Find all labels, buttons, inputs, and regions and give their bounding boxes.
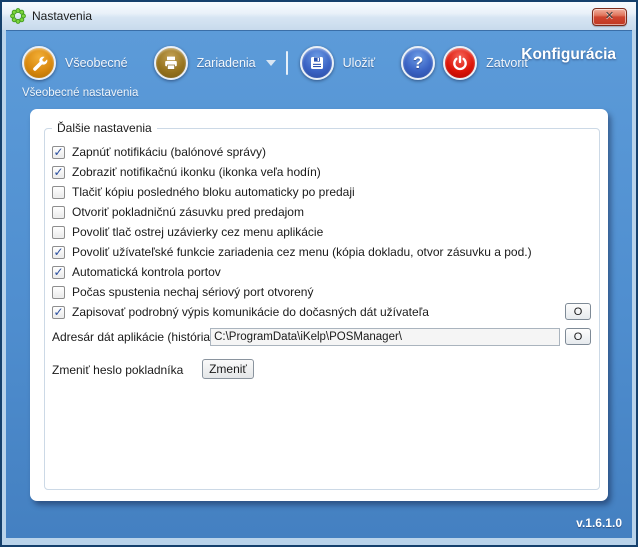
checkbox[interactable] [52, 186, 65, 199]
checkbox-label: Tlačiť kópiu posledného bloku automaticky po predaji [72, 185, 355, 199]
configuration-title: Konfigurácia [521, 46, 616, 63]
checkbox-row [50, 302, 594, 322]
checkbox-row [50, 242, 594, 262]
checkbox-row [50, 202, 594, 222]
breadcrumb: Všeobecné nastavenia [22, 87, 139, 99]
toolbar-separator [286, 51, 288, 75]
checkbox-rows [50, 142, 594, 383]
checkbox-row [50, 142, 594, 162]
toolbar [22, 43, 618, 83]
other-settings-group [44, 121, 600, 490]
open-log-button[interactable]: O [565, 303, 591, 320]
checkbox-row [50, 282, 594, 302]
window-close-button[interactable] [592, 8, 627, 26]
general-button-label: Všeobecné [65, 56, 128, 70]
change-password-button[interactable]: Zmeniť [202, 359, 254, 379]
general-button[interactable] [22, 46, 128, 80]
checkbox[interactable] [52, 146, 65, 159]
checkbox-label: Povoliť užívateľské funkcie zariadenia cez menu (kópia dokladu, otvor zásuvku a pod.) [72, 245, 532, 259]
app-data-path-row [50, 325, 594, 349]
open-folder-button[interactable]: O [565, 328, 591, 345]
version-label: v.1.6.1.0 [576, 516, 622, 530]
save-button[interactable] [300, 46, 375, 80]
app-icon [10, 8, 26, 24]
power-icon [443, 46, 477, 80]
checkbox-label: Otvoriť pokladničnú zásuvku pred predajom [72, 205, 304, 219]
save-button-label: Uložiť [342, 56, 376, 70]
wrench-icon [22, 46, 56, 80]
checkbox[interactable] [52, 286, 65, 299]
checkbox[interactable] [52, 226, 65, 239]
checkbox-label: Počas spustenia nechaj sériový port otvorený [72, 285, 314, 299]
checkbox-row [50, 182, 594, 202]
checkbox[interactable] [52, 246, 65, 259]
close-window-button-label: Zatvoriť [486, 56, 530, 70]
close-icon: ✕ [604, 10, 615, 22]
window-title: Nastavenia [32, 9, 93, 23]
checkbox-row [50, 262, 594, 282]
content-area [6, 30, 632, 538]
app-data-path-label: Adresár dát aplikácie (história [52, 330, 211, 344]
group-title: Ďalšie nastavenia [52, 121, 157, 135]
help-button[interactable] [401, 46, 435, 80]
devices-button-label: Zariadenia [196, 56, 256, 70]
checkbox[interactable] [52, 266, 65, 279]
help-button-glyph: ? [412, 53, 424, 72]
chevron-down-icon[interactable] [266, 60, 276, 66]
checkbox[interactable] [52, 166, 65, 179]
help-icon [401, 46, 435, 80]
checkbox-label: Zapisovať podrobný výpis komunikácie do dočasných dát užívateľa [72, 305, 429, 319]
titlebar[interactable] [2, 2, 636, 30]
checkbox[interactable] [52, 306, 65, 319]
checkbox[interactable] [52, 206, 65, 219]
printer-icon [154, 46, 188, 80]
checkbox-label: Povoliť tlač ostrej uzávierky cez menu aplikácie [72, 225, 324, 239]
checkbox-row [50, 162, 594, 182]
checkbox-row [50, 222, 594, 242]
settings-panel [30, 109, 608, 501]
change-password-row [50, 357, 594, 383]
close-window-button[interactable] [443, 46, 529, 80]
checkbox-label: Zobraziť notifikačnú ikonku (ikonka veľa hodín) [72, 165, 321, 179]
change-password-label: Zmeniť heslo pokladníka [52, 363, 184, 377]
checkbox-label: Zapnúť notifikáciu (balónové správy) [72, 145, 266, 159]
save-icon [300, 46, 334, 80]
app-data-path-input[interactable] [210, 328, 560, 346]
devices-button[interactable] [154, 46, 256, 80]
checkbox-label: Automatická kontrola portov [72, 265, 221, 279]
